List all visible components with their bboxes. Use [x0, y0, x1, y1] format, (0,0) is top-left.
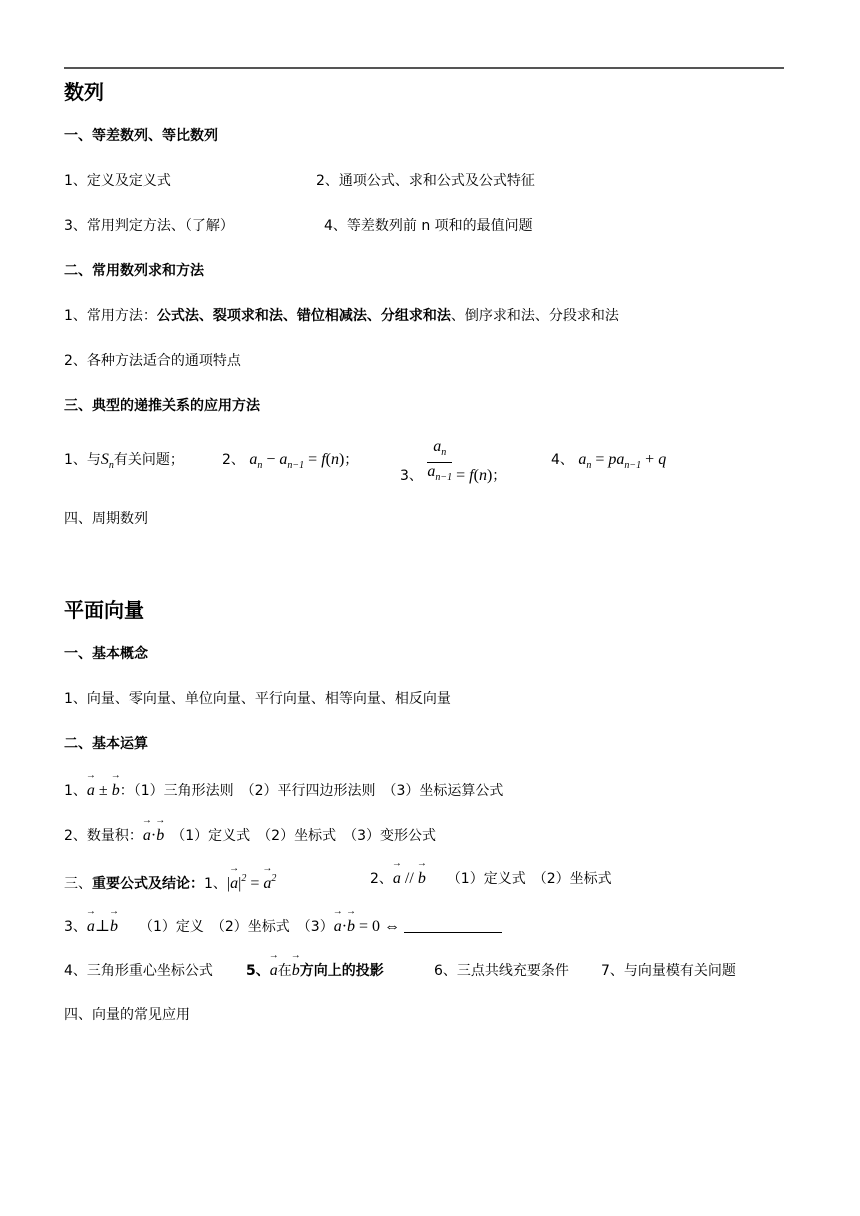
item-extremum: 4、等差数列前 n 项和的最值问题: [324, 218, 533, 234]
formula-ratio-fraction: $\frac{a_n}{a_{n-1}}$: [427, 438, 453, 483]
rec3-prefix: 3、: [400, 467, 423, 484]
formulas-item1: 1、: [204, 876, 227, 892]
formula-difference: $a_n - a_{n-1} = f(n)$: [249, 451, 345, 471]
heading-recurrence: 三、典型的递推关系的应用方法: [64, 398, 260, 414]
recurrence-2: [222, 451, 358, 475]
rec4-prefix: 4、: [551, 452, 574, 468]
heading-summation: 二、常用数列求和方法: [64, 263, 204, 279]
item-add-subtract: [64, 782, 503, 800]
rec1-suffix: 有关问题；: [113, 452, 184, 468]
recurrence-4: [551, 451, 666, 475]
item-perpendicular: [64, 918, 502, 936]
rec2-prefix: 2、: [222, 452, 245, 468]
item-general-term: 2、通项公式、求和公式及公式特征: [316, 173, 535, 189]
item-dot-product: [64, 827, 436, 845]
formulas-heading: 重要公式及结论：: [92, 876, 204, 892]
formula-a-dot-b: → a·→ b: [143, 827, 164, 844]
formula-ratio-rhs: = f(n): [456, 466, 493, 484]
item-projection: [246, 962, 384, 980]
formula-linear: $a_n = pa_{n-1} + q$: [578, 451, 667, 471]
formulas-prefix: 三、: [64, 876, 92, 892]
item-centroid: 4、三角形重心坐标公式: [64, 963, 213, 979]
parallel-rest: （1）定义式 （2）坐标式: [453, 871, 612, 887]
item-criteria: 3、常用判定方法、（了解）: [64, 218, 234, 234]
heading-basic-concepts: 一、基本概念: [64, 646, 148, 662]
perp-prefix: 3、: [64, 919, 87, 935]
item-parallel: [370, 870, 612, 888]
item-modulus-problems: 7、与向量模有关问题: [601, 963, 736, 979]
parallel-prefix: 2、: [370, 871, 393, 887]
item-vector-applications: 四、向量的常见应用: [64, 1007, 190, 1023]
formula-perpendicular: → a⊥→ b: [87, 918, 118, 935]
item-method-features: 2、各种方法适合的通项特点: [64, 353, 241, 369]
formula-sn: $S_n$: [100, 451, 114, 471]
formula-b-vec: → b: [292, 962, 300, 979]
summation-prefix: 1、常用方法：: [64, 308, 157, 324]
summation-methods-rest: 、倒序求和法、分段求和法: [450, 308, 619, 324]
formula-parallel: → a // → b: [393, 870, 426, 887]
item-vector-types: 1、向量、零向量、单位向量、平行向量、相等向量、相反向量: [64, 691, 451, 707]
section-title-vectors: 平面向量: [64, 598, 144, 622]
rec3-semicolon: ；: [492, 467, 507, 484]
rec2-semicolon: ；: [344, 452, 359, 468]
perp-rest: （1）定义 （2）坐标式 （3）: [145, 919, 334, 935]
op2-prefix: 2、数量积：: [64, 828, 143, 844]
item-important-formulas: [64, 870, 276, 893]
op2-rest: （1）定义式 （2）坐标式 （3）变形公式: [178, 828, 436, 844]
summation-methods-bold: 公式法、裂项求和法、错位相减法、分组求和法: [156, 308, 451, 324]
projection-num: 5、: [246, 963, 270, 979]
formula-a-vec: → a: [270, 962, 278, 979]
op1-prefix: 1、: [64, 783, 87, 799]
section-title-sequences: 数列: [64, 80, 104, 104]
recurrence-1: [64, 451, 184, 475]
projection-text: 方向上的投影: [299, 963, 384, 979]
item-definition: 1、定义及定义式: [64, 173, 171, 189]
heading-arith-geo: 一、等差数列、等比数列: [64, 128, 218, 144]
projection-zai: 在: [277, 963, 292, 979]
formula-modulus-square: |→ $a|^2$ = → $a^2$: [227, 875, 276, 892]
heading-basic-operations: 二、基本运算: [64, 736, 148, 752]
formula-a-pm-b: → a ± → b: [87, 782, 120, 799]
item-periodic: 四、周期数列: [64, 511, 148, 527]
item-summation-methods: [64, 307, 619, 325]
formula-dot-zero: → a·→ b = 0 ⇔: [334, 918, 404, 935]
item-collinear: 6、三点共线充要条件: [434, 963, 569, 979]
header-rule: [64, 67, 784, 69]
recurrence-3: [400, 440, 506, 489]
rec1-prefix: 1、与: [64, 452, 101, 468]
op1-rest: ：（1）三角形法则 （2）平行四边形法则 （3）坐标运算公式: [119, 783, 504, 799]
answer-blank: [404, 918, 502, 933]
